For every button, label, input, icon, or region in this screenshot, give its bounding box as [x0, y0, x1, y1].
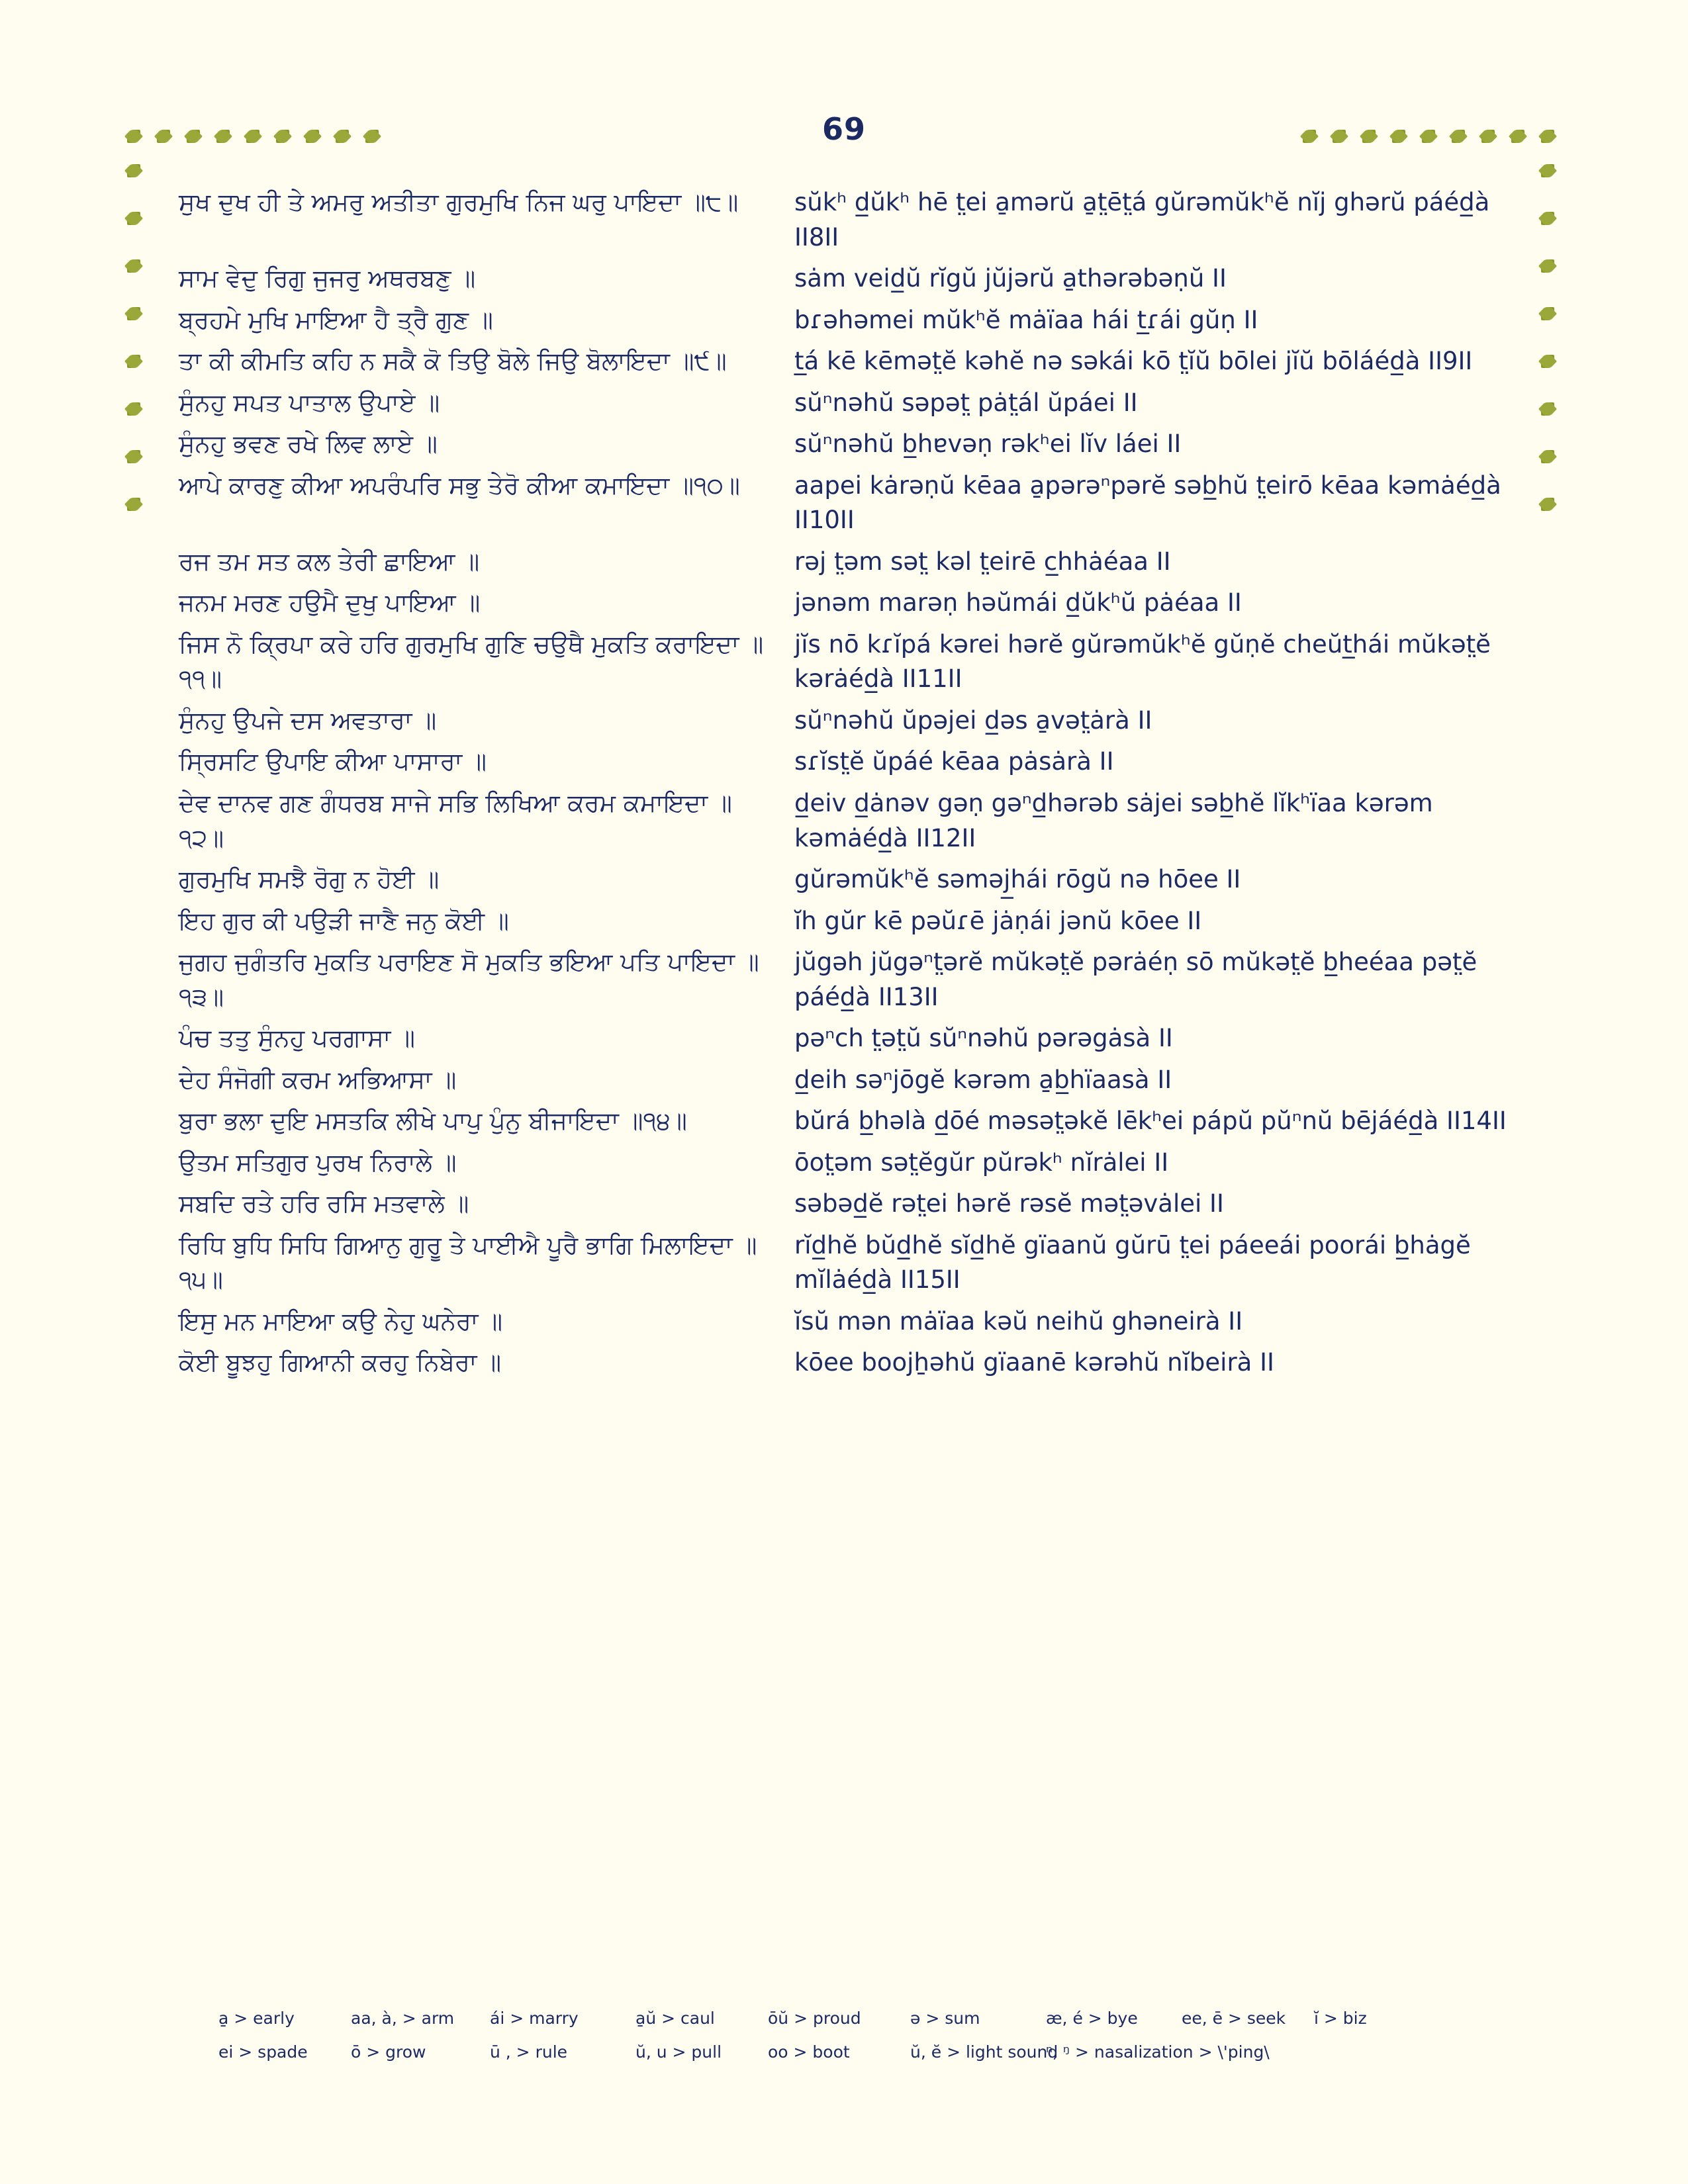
decorative-border-left — [127, 164, 140, 511]
transliteration-text: rəj t̤əm sət̤ kəl t̤eirē c̲hhȧéaa II — [794, 547, 1171, 576]
verse-row — [179, 386, 1509, 421]
legend-item: ee, ē > seek — [1182, 2009, 1286, 2028]
page-number: 69 — [821, 111, 866, 147]
legend-item: ōŭ > proud — [768, 2009, 861, 2028]
transliteration-text: sŭⁿnəhŭ ŭpəjei d̲əs a̱vət̤ȧrà II — [794, 705, 1152, 735]
gurmukhi-text: ਸੁੰਨਹੁ ਭਵਣ ਰਖੇ ਲਿਵ ਲਾਏ ॥ — [179, 430, 438, 459]
gurmukhi-text: ਪੰਚ ਤਤੁ ਸੁੰਨਹੁ ਪਰਗਾਸਾ ॥ — [179, 1024, 415, 1053]
flower-icon — [1422, 130, 1435, 143]
transliteration-text: jŭgəh jŭgəⁿt̤ərĕ mŭkət̤ĕ pərȧéṇ sō mŭkət̤ĕ b̲heéaa pət̤ĕ páéd̲à II13II — [794, 948, 1477, 1011]
flower-icon — [1362, 130, 1376, 143]
gurmukhi-text: ਜੁਗਹ ਜੁਗੰਤਰਿ ਮੁਕਤਿ ਪਰਾਇਣ ਸੋ ਮੁਕਤਿ ਭਇਆ ਪਤਿ ਪਾਇਦਾ ॥੧੩॥ — [179, 948, 759, 1011]
flower-icon — [127, 212, 140, 225]
flower-icon — [187, 130, 200, 143]
gurmukhi-text: ਦੇਹ ਸੰਜੋਗੀ ਕਰਮ ਅਭਿਆਸਾ ॥ — [179, 1065, 457, 1094]
legend-item: a̱ > early — [218, 2009, 295, 2028]
transliteration-text: jənəm marəṇ həŭmái d̲ŭkʰŭ pȧéaa II — [794, 588, 1242, 617]
verse-row — [179, 1146, 1509, 1181]
verse-row — [179, 303, 1509, 338]
verse-row — [179, 786, 1509, 856]
flower-icon — [365, 130, 379, 143]
transliteration-text: bɾəhəmei mŭkʰĕ mȧïaa hái t̲ɾái gŭṇ II — [794, 305, 1258, 334]
verse-row — [179, 1104, 1509, 1139]
gurmukhi-text: ਉਤਮ ਸਤਿਗੁਰ ਪੁਰਖ ਨਿਰਾਲੇ ॥ — [179, 1148, 457, 1177]
transliteration-text: gŭrəmŭkʰĕ səməj̲hái rōgŭ nə hōee II — [794, 865, 1241, 894]
transliteration-text: bŭrá b̲həlà d̲ōé məsət̤əkĕ lēkʰei pápŭ pŭⁿnŭ bējáéd̲à II14II — [794, 1107, 1507, 1136]
flower-icon — [1333, 130, 1346, 143]
pronunciation-legend — [218, 2009, 1476, 2076]
gurmukhi-text: ਜਿਸ ਨੋ ਕ੍ਰਿਪਾ ਕਰੇ ਹਰਿ ਗੁਰਮੁਖਿ ਗੁਣਿ ਚਉਥੈ ਮੁਕਤਿ ਕਰਾਇਦਾ ॥੧੧॥ — [179, 629, 764, 694]
decorative-border-right — [1541, 164, 1554, 511]
flower-icon — [127, 307, 140, 320]
verse-row — [179, 1345, 1509, 1381]
transliteration-text: kōee boojẖəhŭ gïaanē kərəhŭ nĭbeirà II — [794, 1348, 1274, 1377]
verse-list — [179, 185, 1509, 1387]
gurmukhi-text: ਸੁਖ ਦੁਖ ਹੀ ਤੇ ਅਮਰੁ ਅਤੀਤਾ ਗੁਰਮੁਖਿ ਨਿਜ ਘਰੁ ਪਾਇਦਾ ॥੮॥ — [179, 188, 739, 216]
transliteration-text: sŭkʰ d̲ŭkʰ hē t̤ei a̱mərŭ a̱t̤ēt̤á gŭrəmŭkʰĕ nĭj ghərŭ páéd̲à II8II — [794, 188, 1490, 251]
flower-icon — [1452, 130, 1465, 143]
transliteration-text: ĭsŭ mən mȧïaa kəŭ neihŭ ghəneirà II — [794, 1306, 1243, 1336]
verse-row — [179, 586, 1509, 621]
verse-row — [179, 704, 1509, 739]
gurmukhi-text: ਦੇਵ ਦਾਨਵ ਗਣ ਗੰਧਰਬ ਸਾਜੇ ਸਭਿ ਲਿਖਿਆ ਕਰਮ ਕਮਾਇਦਾ ॥੧੨॥ — [179, 788, 732, 852]
transliteration-text: aapei kȧrəṇŭ kēaa a̱pərəⁿpərĕ səb̲hŭ t̤eirō kēaa kəmȧéd̲à II10II — [794, 471, 1501, 535]
flower-icon — [1541, 259, 1554, 273]
flower-icon — [127, 498, 140, 511]
flower-icon — [127, 164, 140, 177]
legend-row-2 — [218, 2042, 1476, 2062]
flower-icon — [127, 402, 140, 416]
transliteration-text: səbəd̲ĕ rət̤ei hərĕ rəsĕ mət̤əvȧlei II — [794, 1189, 1224, 1218]
flower-icon — [127, 259, 140, 273]
verse-row — [179, 1187, 1509, 1222]
gurmukhi-text: ਇਸੁ ਮਨ ਮਾਇਆ ਕਉ ਨੇਹੁ ਘਨੇਰਾ ॥ — [179, 1306, 503, 1336]
verse-row — [179, 469, 1509, 538]
flower-icon — [127, 450, 140, 463]
transliteration-text: sɾĭst̤ĕ ŭpáé kēaa pȧsȧrà II — [794, 747, 1114, 776]
flower-icon — [1303, 130, 1316, 143]
flower-icon — [276, 130, 289, 143]
decorative-border-top-right — [1303, 130, 1554, 143]
legend-item: æ, é > bye — [1046, 2009, 1138, 2028]
transliteration-text: ōot̤əm sət̤ĕgŭr pŭrəkʰ nĭrȧlei II — [794, 1148, 1169, 1177]
gurmukhi-text: ਸੁੰਨਹੁ ਸਪਤ ਪਾਤਾਲ ਉਪਾਏ ॥ — [179, 388, 440, 417]
gurmukhi-text: ਜਨਮ ਮਰਣ ਹਉਮੈ ਦੁਖੁ ਪਾਇਆ ॥ — [179, 588, 481, 617]
legend-row-1 — [218, 2009, 1476, 2028]
legend-item: ái > marry — [490, 2009, 579, 2028]
flower-icon — [1541, 164, 1554, 177]
flower-icon — [157, 130, 170, 143]
transliteration-text: pəⁿch t̤ət̤ŭ sŭⁿnəhŭ pərəgȧsà II — [794, 1024, 1173, 1053]
verse-row — [179, 862, 1509, 897]
transliteration-text: sŭⁿnəhŭ b̲hɐvəṇ rəkʰei lĭv láei II — [794, 430, 1182, 459]
transliteration-text: t̲á kē kēmət̤ĕ kəhĕ nə səkái kō t̤ĭŭ bōlei jĭŭ bōláéd̲à II9II — [794, 347, 1473, 376]
gurmukhi-text: ਕੋਈ ਬੂਝਹੁ ਗਿਆਨੀ ਕਰਹੁ ਨਿਬੇਰਾ ॥ — [179, 1348, 502, 1377]
gurmukhi-text: ਆਪੇ ਕਾਰਣੁ ਕੀਆ ਅਪਰੰਪਰਿ ਸਭੁ ਤੇਰੋ ਕੀਆ ਕਮਾਇਦਾ ॥੧੦॥ — [179, 471, 740, 500]
transliteration-text: rĭd̲hĕ bŭd̲hĕ sĭd̲hĕ gïaanŭ gŭrū t̤ei páeeái poorái b̲hȧgĕ mĭlȧéd̲à II15II — [794, 1230, 1471, 1295]
flower-icon — [1541, 450, 1554, 463]
legend-item: ei > spade — [218, 2042, 308, 2062]
transliteration-text: d̲eih səⁿjōgĕ kərəm a̱b̲hïaasà II — [794, 1065, 1172, 1094]
verse-row — [179, 745, 1509, 780]
flower-icon — [1541, 402, 1554, 416]
verse-row — [179, 627, 1509, 697]
flower-icon — [1481, 130, 1495, 143]
gurmukhi-text: ਸ੍ਰਿਸਟਿ ਉਪਾਇ ਕੀਆ ਪਾਸਾਰਾ ॥ — [179, 747, 487, 776]
gurmukhi-text: ਤਾ ਕੀ ਕੀਮਤਿ ਕਹਿ ਨ ਸਕੈ ਕੋ ਤਿਉ ਬੋਲੇ ਜਿਉ ਬੋਲਾਇਦਾ ॥੯॥ — [179, 347, 727, 376]
gurmukhi-text: ਰਿਧਿ ਬੁਧਿ ਸਿਧਿ ਗਿਆਨੁ ਗੁਰੂ ਤੇ ਪਾਈਐ ਪੂਰੈ ਭਾਗਿ ਮਿਲਾਇਦਾ ॥੧੫॥ — [179, 1230, 757, 1295]
gurmukhi-text: ਇਹ ਗੁਰ ਕੀ ਪਉੜੀ ਜਾਣੈ ਜਨੁ ਕੋਈ ॥ — [179, 906, 509, 935]
flower-icon — [127, 130, 140, 143]
gurmukhi-text: ਬ੍ਰਹਮੇ ਮੁਖਿ ਮਾਇਆ ਹੈ ਤ੍ਰੈ ਗੁਣ ॥ — [179, 305, 493, 334]
flower-icon — [306, 130, 319, 143]
flower-icon — [1511, 130, 1524, 143]
flower-icon — [1392, 130, 1405, 143]
flower-icon — [336, 130, 349, 143]
flower-icon — [1541, 307, 1554, 320]
verse-row — [179, 1063, 1509, 1098]
legend-item: ŭ, u > pull — [635, 2042, 722, 2062]
verse-row — [179, 344, 1509, 379]
transliteration-text: sŭⁿnəhŭ səpət̤ pȧt̤ál ŭpáei II — [794, 388, 1138, 417]
legend-item: aa, à, > arm — [351, 2009, 455, 2028]
verse-row — [179, 1021, 1509, 1056]
verse-row — [179, 945, 1509, 1015]
flower-icon — [1541, 212, 1554, 225]
verse-row — [179, 904, 1509, 939]
flower-icon — [1541, 355, 1554, 368]
transliteration-text: d̲eiv d̲ȧnəv gəṇ gəⁿd̲hərəb sȧjei səb̲hĕ lĭkʰïaa kərəm kəmȧéd̲à II12II — [794, 788, 1433, 852]
gurmukhi-text: ਗੁਰਮੁਖਿ ਸਮਝੈ ਰੋਗੁ ਨ ਹੋਈ ॥ — [179, 865, 440, 894]
gurmukhi-text: ਸਾਮ ਵੇਦੁ ਰਿਗੁ ਜੁਜਰੁ ਅਥਰਬਣੁ ॥ — [179, 264, 476, 293]
transliteration-text: jĭs nō kɾĭpá kərei hərĕ gŭrəmŭkʰĕ gŭṇĕ cheŭt̲hái mŭkət̤ĕ kərȧéd̲à II11II — [794, 629, 1491, 694]
flower-icon — [127, 355, 140, 368]
verse-row — [179, 1228, 1509, 1298]
legend-item: ū , > rule — [490, 2042, 568, 2062]
decorative-border-top-left — [127, 130, 379, 143]
verse-row — [179, 185, 1509, 255]
transliteration-text: sȧm veid̲ŭ rĭgŭ jŭjərŭ a̱thərəbəṇŭ II — [794, 264, 1227, 293]
gurmukhi-text: ਸਬਦਿ ਰਤੇ ਹਰਿ ਰਸਿ ਮਤਵਾਲੇ ॥ — [179, 1189, 469, 1218]
verse-row — [179, 427, 1509, 462]
legend-item: ə > sum — [910, 2009, 980, 2028]
legend-item: ŭ, ĕ > light sound — [910, 2042, 1058, 2062]
legend-item: ⁿ, ᵑ > nasalization > \'ping\ — [1046, 2042, 1270, 2062]
verse-row — [179, 1304, 1509, 1340]
legend-item: ĭ > biz — [1314, 2009, 1367, 2028]
legend-item: ō > grow — [351, 2042, 426, 2062]
legend-item: a̱ŭ > caul — [635, 2009, 715, 2028]
legend-item: oo > boot — [768, 2042, 850, 2062]
gurmukhi-text: ਰਜ ਤਮ ਸਤ ਕਲ ਤੇਰੀ ਛਾਇਆ ॥ — [179, 547, 480, 576]
flower-icon — [216, 130, 230, 143]
transliteration-text: ĭh gŭr kē pəŭɾē jȧṇái jənŭ kōee II — [794, 906, 1202, 935]
flower-icon — [1541, 498, 1554, 511]
gurmukhi-text: ਬੁਰਾ ਭਲਾ ਦੁਇ ਮਸਤਕਿ ਲੀਖੇ ਪਾਪੁ ਪੁੰਨੁ ਬੀਜਾਇਦਾ ॥੧੪॥ — [179, 1107, 687, 1136]
flower-icon — [1541, 130, 1554, 143]
verse-row — [179, 545, 1509, 580]
verse-row — [179, 261, 1509, 296]
gurmukhi-text: ਸੁੰਨਹੁ ਉਪਜੇ ਦਸ ਅਵਤਾਰਾ ॥ — [179, 705, 437, 735]
flower-icon — [246, 130, 259, 143]
